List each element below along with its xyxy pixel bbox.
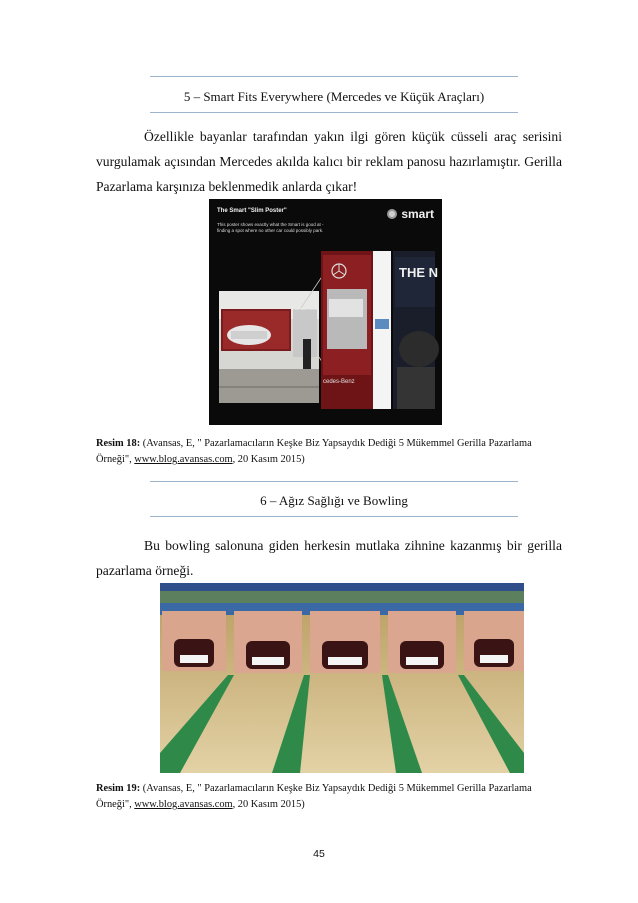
figure-smart-poster: [209, 199, 442, 425]
smart-brand-logo: [387, 207, 434, 221]
billboard-text: THE N: [399, 265, 438, 280]
smart-brand-name: smart: [401, 207, 434, 221]
section-heading-5: 5 – Smart Fits Everywhere (Mercedes ve Küçük Araçları): [183, 89, 485, 104]
caption-resim-19: [96, 781, 566, 813]
bowling-face-4: [388, 611, 456, 673]
caption-link-19[interactable]: www.blog.avansas.com: [134, 799, 233, 810]
caption-link-18[interactable]: www.blog.avansas.com: [134, 454, 233, 465]
caption-date-19: , 20 Kasım 2015): [232, 799, 305, 810]
caption-label-19: Resim 19:: [96, 783, 141, 794]
caption-date-18: , 20 Kasım 2015): [232, 454, 305, 465]
page-number: 45: [313, 848, 325, 860]
divider-top-5: [150, 76, 518, 77]
bowling-face-1: [162, 611, 226, 671]
caption-label-18: Resim 18:: [96, 438, 141, 449]
caption-text-18: (Avansas, E, " Pazarlamacıların Keşke Biz Yapsaydık Dediği 5 Mükemmel Gerilla Pazarlama Örneği",: [96, 438, 532, 465]
small-billboard-text: THE NEW CLASS: [293, 307, 318, 311]
poster-text: This poster shows exactly what the Smart is good at - finding a spot where no other car could possibly park.: [217, 222, 324, 233]
smart-logo-icon: [387, 209, 397, 219]
bowling-face-2: [234, 611, 302, 673]
paragraph-6: Bu bowling salonuna giden herkesin mutlaka zihnine kazanmış bir gerilla pazarlama örneği.: [96, 538, 562, 578]
bowling-face-5: [464, 611, 524, 671]
section-heading-6: 6 – Ağız Sağlığı ve Bowling: [260, 493, 408, 508]
figure-bowling-teeth: [160, 583, 524, 773]
paragraph-5: Özellikle bayanlar tarafından yakın ilgi gören küçük cüsseli araç serisini vurgulamak açısından Mercedes akılda kalıcı bir reklam panosu hazırlamıştır. Gerilla Pazarlama karşınıza beklenmedik anlarda çıkar!: [96, 129, 562, 194]
divider-bottom-6: [150, 516, 518, 517]
divider-bottom-5: [150, 112, 518, 113]
poster-title: The Smart "Slim Poster": [217, 208, 287, 214]
caption-text-19: (Avansas, E, " Pazarlamacıların Keşke Biz Yapsaydık Dediği 5 Mükemmel Gerilla Pazarlama Örneği",: [96, 783, 532, 810]
caption-resim-18: [96, 436, 566, 468]
bowling-face-3: [310, 611, 380, 673]
divider-top-6: [150, 481, 518, 482]
mercedes-text: cedes-Benz: [323, 379, 355, 385]
